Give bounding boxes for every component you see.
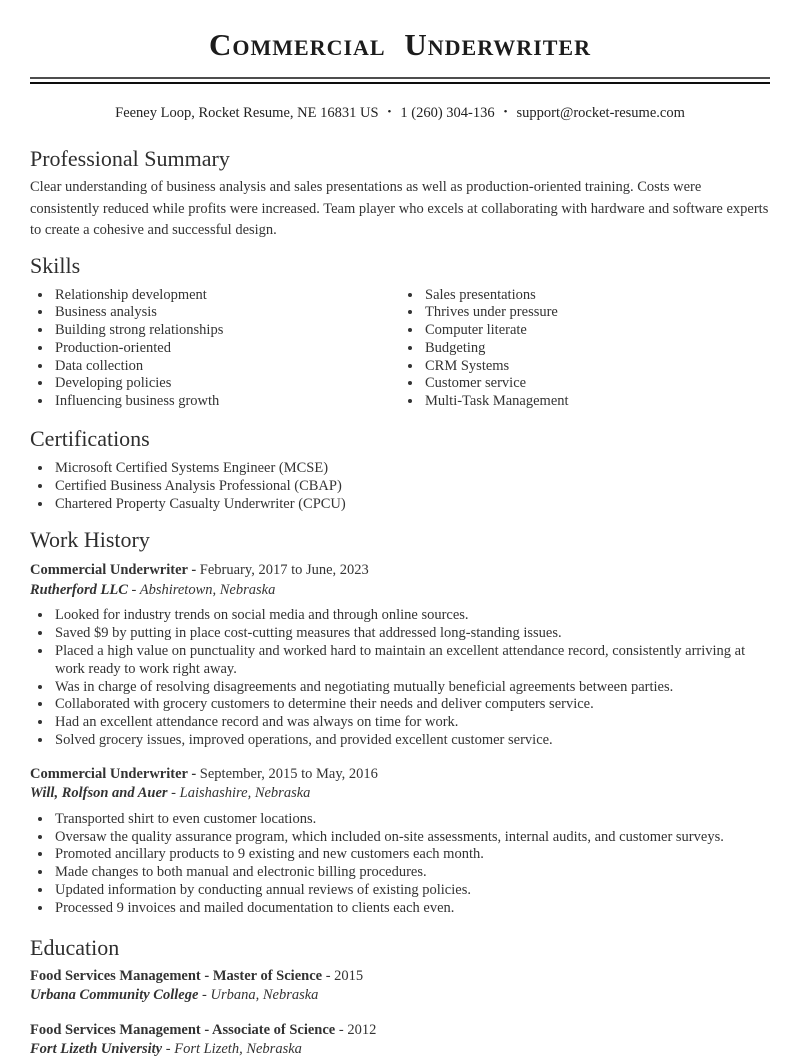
skill-item: • Sales presentations <box>423 287 770 305</box>
certifications-list <box>30 460 770 513</box>
job-entry <box>30 765 770 918</box>
job-bullet: • Oversaw the quality assurance program, which included on-site assessments, internal audits, and customer surveys. <box>53 829 770 847</box>
job-title: Commercial Underwriter <box>30 765 188 782</box>
certification-item: • Microsoft Certified Systems Engineer (MCSE) <box>53 460 770 478</box>
job-bullet: • Promoted ancillary products to 9 existing and new customers each month. <box>53 846 770 864</box>
job-bullet: • Made changes to both manual and electronic billing procedures. <box>53 864 770 882</box>
skill-item: • Production-oriented <box>53 340 400 358</box>
summary-text: Clear understanding of business analysis and sales presentations as well as production-oriented training. Costs were consistently reduced while profits were increased. Team player who excels at collaborating with hardware and software experts to create a cohesive and successful design. <box>30 179 769 238</box>
separator-dash: - <box>162 1041 175 1058</box>
contact-phone: 1 (260) 304-136 <box>400 105 495 121</box>
education-program: Food Services Management - Associate of Science <box>30 1021 336 1038</box>
job-bullet: • Solved grocery issues, improved operations, and provided excellent customer service. <box>53 732 770 750</box>
section-heading-certifications: Certifications <box>30 426 150 452</box>
education-school: Fort Lizeth University <box>30 1041 163 1058</box>
section-heading-summary: Professional Summary <box>30 146 230 171</box>
education-year: 2015 <box>334 967 364 984</box>
education-school: Urbana Community College <box>30 987 199 1004</box>
separator-dash: - <box>198 987 211 1004</box>
contact-separator-dot: • <box>503 106 508 118</box>
education-location: Urbana, Nebraska <box>210 987 319 1004</box>
skill-item: • Multi-Task Management <box>423 393 770 411</box>
separator-dash: - <box>127 581 140 598</box>
skill-item: • Thrives under pressure <box>423 304 770 322</box>
contact-email: support@rocket-resume.com <box>516 105 685 121</box>
job-company: Will, Rolfson and Auer <box>30 785 168 802</box>
contact-address: Feeney Loop, Rocket Resume, NE 16831 US <box>115 105 379 121</box>
section-heading-skills: Skills <box>30 252 81 278</box>
certification-item: • Chartered Property Casualty Underwriter (CPCU) <box>53 496 770 514</box>
skill-item: • Computer literate <box>423 322 770 340</box>
job-bullet: • Was in charge of resolving disagreements and negotiating mutually beneficial agreements between parties. <box>53 679 770 697</box>
skills-list-left <box>30 287 400 412</box>
job-bullet-list <box>30 811 770 918</box>
job-bullet: • Processed 9 invoices and mailed documentation to clients each even. <box>53 900 770 918</box>
skills-list-right <box>400 287 770 412</box>
job-bullet: • Placed a high value on punctuality and worked hard to maintain an excellent attendance record, consistently arriving at work ready to work right away. <box>53 643 770 679</box>
job-company-line <box>30 581 770 601</box>
education-year: 2012 <box>347 1021 377 1038</box>
section-heading-education: Education <box>30 934 120 960</box>
job-bullet: • Had an excellent attendance record and was always on time for work. <box>53 714 770 732</box>
education-program-line <box>30 1021 770 1041</box>
separator-dash: - <box>187 562 200 579</box>
separator-dash: - <box>335 1021 348 1038</box>
job-bullet: • Collaborated with grocery customers to determine their needs and deliver computers service. <box>53 696 770 714</box>
section-heading-work-history: Work History <box>30 527 150 553</box>
skill-item: • Customer service <box>423 375 770 393</box>
skill-item: • Developing policies <box>53 375 400 393</box>
job-company: Rutherford LLC <box>30 581 128 598</box>
skill-item: • Building strong relationships <box>53 322 400 340</box>
job-bullet: • Transported shirt to even customer locations. <box>53 811 770 829</box>
education-program-line <box>30 967 770 987</box>
education-program: Food Services Management - Master of Science <box>30 967 323 984</box>
job-bullet: • Saved $9 by putting in place cost-cutting measures that addressed long-standing issues. <box>53 625 770 643</box>
job-bullet: • Updated information by conducting annual reviews of existing policies. <box>53 882 770 900</box>
skill-item: • Budgeting <box>423 340 770 358</box>
skill-item: • Data collection <box>53 358 400 376</box>
separator-dash: - <box>167 785 180 802</box>
job-location: Abshiretown, Nebraska <box>139 581 276 598</box>
contact-line <box>30 102 770 123</box>
separator-dash: - <box>187 765 200 782</box>
job-title-line <box>30 765 770 785</box>
job-dates: February, 2017 to June, 2023 <box>199 562 369 579</box>
education-entry <box>30 1021 770 1060</box>
skill-item: • Relationship development <box>53 287 400 305</box>
education-location: Fort Lizeth, Nebraska <box>174 1041 302 1058</box>
skill-item: • CRM Systems <box>423 358 770 376</box>
job-entry <box>30 561 770 749</box>
education-school-line <box>30 1040 770 1060</box>
job-dates: September, 2015 to May, 2016 <box>199 765 378 782</box>
skill-item: • Business analysis <box>53 304 400 322</box>
job-title: Commercial Underwriter <box>30 562 188 579</box>
job-bullet: • Looked for industry trends on social media and through online sources. <box>53 607 770 625</box>
skill-item: • Influencing business growth <box>53 393 400 411</box>
resume-title: Commercial Underwriter <box>209 27 591 62</box>
contact-separator-dot: • <box>387 106 392 118</box>
education-entry <box>30 967 770 1006</box>
certification-item: • Certified Business Analysis Professional (CBAP) <box>53 478 770 496</box>
job-location: Laishashire, Nebraska <box>179 785 311 802</box>
job-company-line <box>30 784 770 804</box>
header-divider <box>30 77 770 84</box>
job-bullet-list <box>30 607 770 749</box>
separator-dash: - <box>322 967 335 984</box>
job-title-line <box>30 561 770 581</box>
skills-columns <box>30 287 770 412</box>
education-school-line <box>30 986 770 1006</box>
